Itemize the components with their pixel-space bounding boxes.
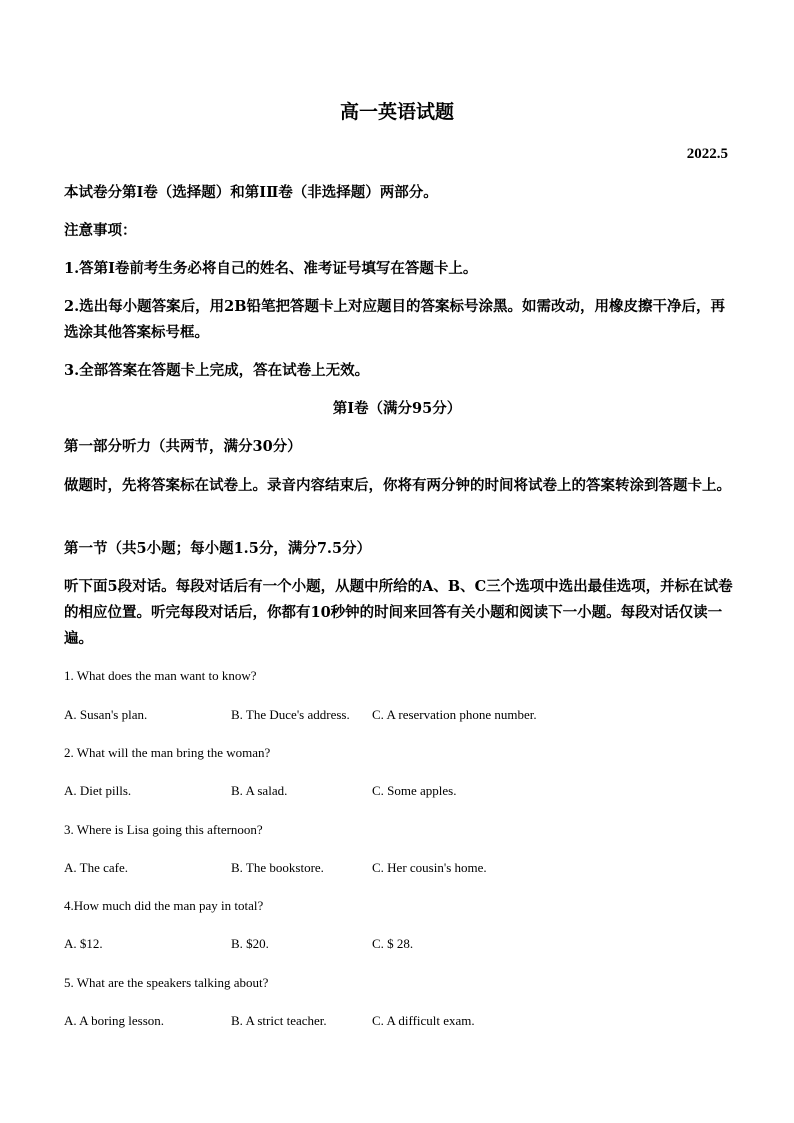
question-5-stem: 5. What are the speakers talking about?	[64, 975, 269, 990]
intro-text: 本试卷分第Ⅰ卷（选择题）和第ⅠⅡ卷（非选择题）两部分。	[64, 184, 438, 201]
question-4-option-a: A. $12.	[64, 936, 103, 951]
question-1-option-c: C. A reservation phone number.	[372, 707, 537, 722]
question-3-option-b: B. The bookstore.	[231, 860, 324, 875]
question-5-option-b: B. A strict teacher.	[231, 1013, 327, 1028]
question-5-option-a: A. A boring lesson.	[64, 1013, 165, 1028]
question-2-option-b: B. A salad.	[231, 783, 288, 798]
question-1-option-b: B. The Duce's address.	[231, 707, 350, 722]
question-2-option-c: C. Some apples.	[372, 783, 457, 798]
question-3-option-c: C. Her cousin's home.	[372, 860, 487, 875]
note-item-3: 3.全部答案在答题卡上完成，答在试卷上无效。	[64, 362, 370, 379]
question-4-option-c: C. $ 28.	[372, 936, 414, 951]
question-3-option-a: A. The cafe.	[64, 860, 129, 875]
volume-heading: 第Ⅰ卷（满分95分）	[332, 400, 462, 417]
section1-heading: 第一节（共5小题；每小题1.5分，满分7.5分）	[64, 540, 372, 557]
note-item-1: 1.答第Ⅰ卷前考生务必将自己的姓名、准考证号填写在答题卡上。	[64, 260, 478, 277]
note-item-2: 2.选出每小题答案后，用2B铅笔把答题卡上对应题目的答案标号涂黑。如需改动，用橡皮擦干净后，再选涂其他答案标号框。	[64, 298, 725, 341]
notes-heading: 注意事项：	[64, 222, 137, 239]
section1-instructions: 听下面5段对话。每段对话后有一个小题，从题中所给的A、B、C三个选项中选出最佳选项，并标在试卷的相应位置。听完每段对话后，你都有10秒钟的时间来回答有关小题和阅读下一小题。每段对话仅读一遍。	[64, 578, 733, 647]
question-1-stem: 1. What does the man want to know?	[64, 668, 257, 683]
question-2-option-a: A. Diet pills.	[64, 783, 132, 798]
question-2-stem: 2. What will the man bring the woman?	[64, 745, 271, 760]
question-5-option-c: C. A difficult exam.	[372, 1013, 475, 1028]
part1-instructions: 做题时，先将答案标在试卷上。录音内容结束后，你将有两分钟的时间将试卷上的答案转涂到答题卡上。	[64, 477, 731, 494]
exam-date: 2022.5	[686, 146, 728, 162]
question-1-option-a: A. Susan's plan.	[64, 707, 148, 722]
question-4-option-b: B. $20.	[231, 936, 269, 951]
part1-heading: 第一部分听力（共两节，满分30分）	[64, 438, 302, 455]
question-3-stem: 3. Where is Lisa going this afternoon?	[64, 822, 263, 837]
question-4-stem: 4.How much did the man pay in total?	[64, 898, 264, 913]
page-title: 高一英语试题	[339, 101, 454, 123]
